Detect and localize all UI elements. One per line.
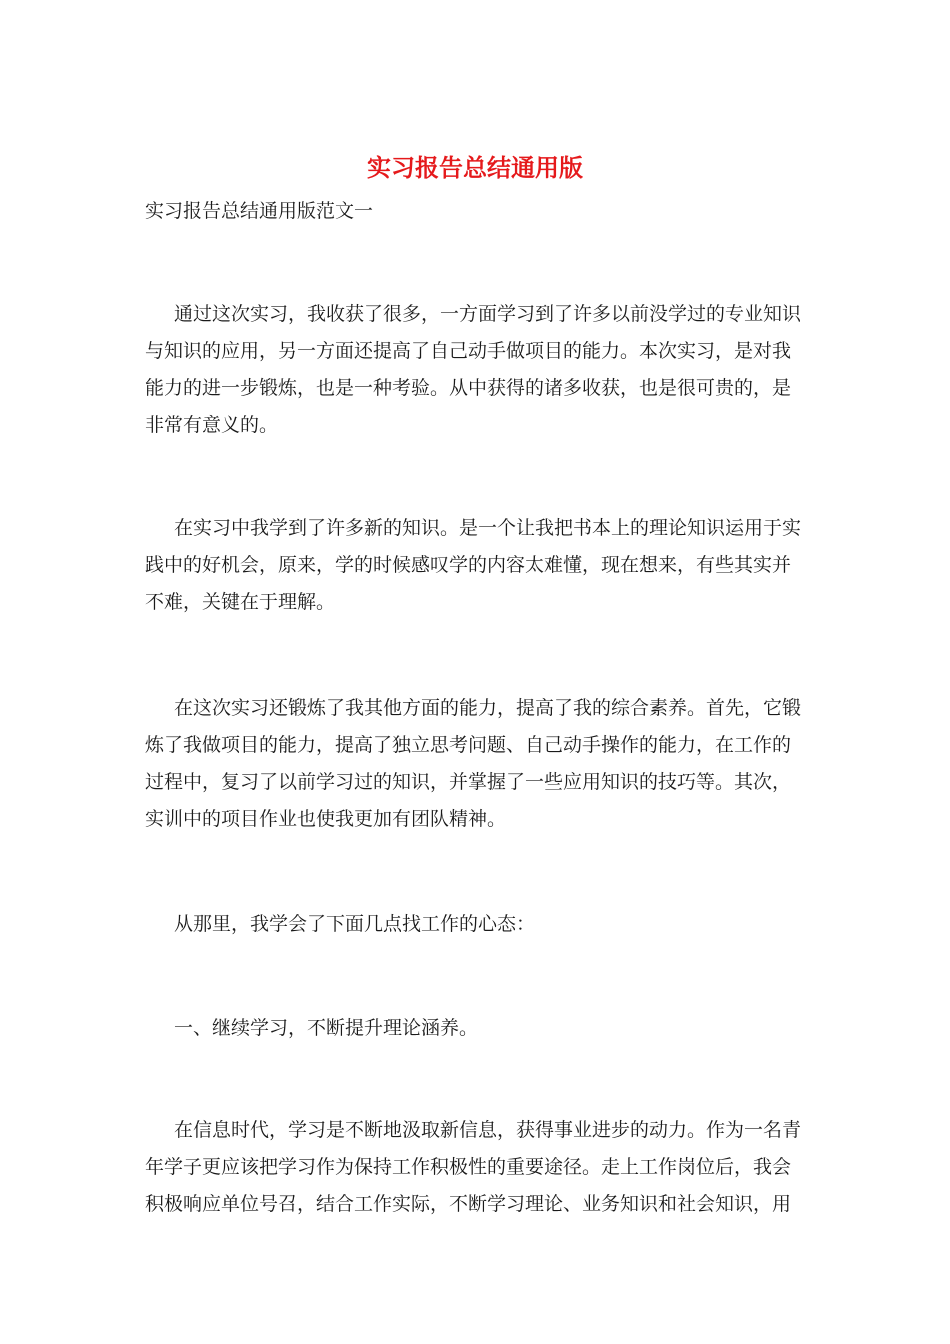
paragraph <box>145 510 815 621</box>
paragraph-line: 一、继续学习，不断提升理论涵养。 <box>174 1017 479 1039</box>
paragraph-line: 非常有意义的。 <box>145 414 279 436</box>
paragraph-line: 炼了我做项目的能力，提高了独立思考问题、自己动手操作的能力，在工作的 <box>145 734 792 756</box>
paragraph-line: 在实习中我学到了许多新的知识。是一个让我把书本上的理论知识运用于实 <box>174 517 802 539</box>
paragraph-line: 年学子更应该把学习作为保持工作积极性的重要途径。走上工作岗位后，我会 <box>145 1156 792 1178</box>
paragraph <box>145 1112 815 1223</box>
document-subtitle: 实习报告总结通用版范文一 <box>145 200 374 222</box>
paragraph <box>145 296 815 444</box>
paragraph-line: 能力的进一步锻炼，也是一种考验。从中获得的诸多收获，也是很可贵的，是 <box>145 377 792 399</box>
paragraph <box>145 1010 815 1047</box>
paragraph-line: 与知识的应用，另一方面还提高了自己动手做项目的能力。本次实习，是对我 <box>145 340 792 362</box>
paragraph-line: 实训中的项目作业也使我更加有团队精神。 <box>145 808 507 830</box>
paragraph-line: 践中的好机会，原来，学的时候感叹学的内容太难懂，现在想来，有些其实并 <box>145 554 792 576</box>
paragraph-line: 通过这次实习，我收获了很多，一方面学习到了许多以前没学过的专业知识 <box>174 303 802 325</box>
paragraph <box>145 906 815 943</box>
paragraph-line: 在信息时代，学习是不断地汲取新信息，获得事业进步的动力。作为一名青 <box>174 1119 802 1141</box>
paragraph-line: 从那里，我学会了下面几点找工作的心态： <box>174 913 536 935</box>
paragraph-line: 积极响应单位号召，结合工作实际，不断学习理论、业务知识和社会知识，用 <box>145 1193 792 1215</box>
paragraph-line: 不难，关键在于理解。 <box>145 591 336 613</box>
document-title: 实习报告总结通用版 <box>367 153 583 182</box>
paragraph-line: 在这次实习还锻炼了我其他方面的能力，提高了我的综合素养。首先，它锻 <box>174 697 802 719</box>
paragraph <box>145 690 815 838</box>
paragraph-line: 过程中，复习了以前学习过的知识，并掌握了一些应用知识的技巧等。其次， <box>145 771 792 793</box>
